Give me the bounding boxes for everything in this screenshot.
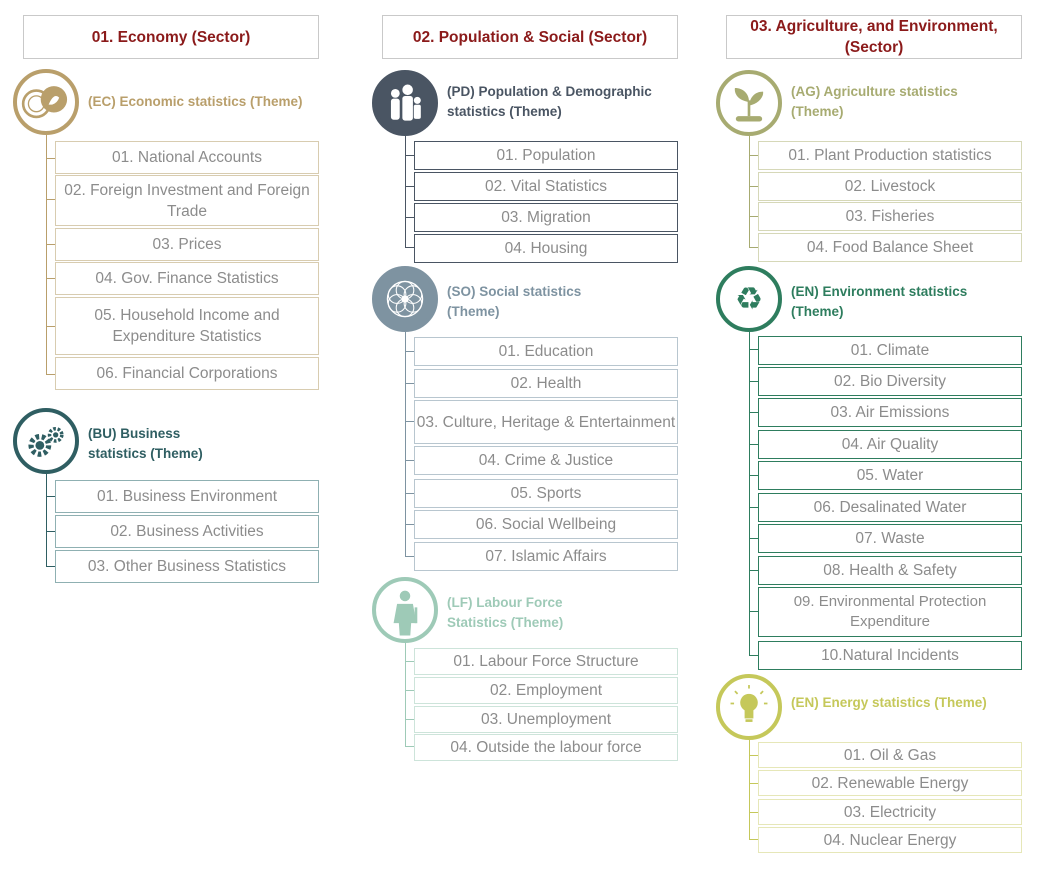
theme-title-labour: (LF) Labour Force Statistics (Theme) xyxy=(447,595,564,630)
item-labour-force-structure[interactable]: 01. Labour Force Structure xyxy=(414,648,678,675)
sector-agriculture-environment xyxy=(726,15,1022,59)
item-electricity[interactable]: 03. Electricity xyxy=(758,799,1022,825)
item-plant-production[interactable]: 01. Plant Production statistics xyxy=(758,141,1022,170)
item-social-wellbeing[interactable]: 06. Social Wellbeing xyxy=(414,510,678,539)
item-renewable-energy[interactable]: 02. Renewable Energy xyxy=(758,770,1022,796)
item-household-income[interactable]: 05. Household Income and Expenditure Statistics xyxy=(55,297,319,355)
plant-icon xyxy=(716,70,782,136)
item-nuclear-energy[interactable]: 04. Nuclear Energy xyxy=(758,827,1022,853)
sector-population-social xyxy=(382,15,678,59)
item-air-emissions[interactable]: 03. Air Emissions xyxy=(758,398,1022,427)
item-other-business[interactable]: 03. Other Business Statistics xyxy=(55,550,319,583)
item-outside-labour-force[interactable]: 04. Outside the labour force xyxy=(414,734,678,761)
item-prices[interactable]: 03. Prices xyxy=(55,228,319,261)
item-employment[interactable]: 02. Employment xyxy=(414,677,678,704)
item-bio-diversity[interactable]: 02. Bio Diversity xyxy=(758,367,1022,396)
theme-title-population: (PD) Population & Demographic statistics (Theme) xyxy=(447,84,652,119)
item-vital-statistics[interactable]: 02. Vital Statistics xyxy=(414,172,678,201)
coins-icon xyxy=(13,69,79,135)
item-foreign-investment-trade[interactable]: 02. Foreign Investment and Foreign Trade xyxy=(55,175,319,226)
item-fisheries[interactable]: 03. Fisheries xyxy=(758,202,1022,231)
item-climate[interactable]: 01. Climate xyxy=(758,336,1022,365)
item-waste[interactable]: 07. Waste xyxy=(758,524,1022,553)
theme-title-economic: (EC) Economic statistics (Theme) xyxy=(88,94,303,109)
theme-title-agriculture: (AG) Agriculture statistics (Theme) xyxy=(791,84,958,119)
sector-economy xyxy=(23,15,319,59)
sector-title-line1: 03. Agriculture, and Environment, xyxy=(750,18,998,35)
item-sports[interactable]: 05. Sports xyxy=(414,479,678,508)
lightbulb-icon xyxy=(716,674,782,740)
item-health-safety[interactable]: 08. Health & Safety xyxy=(758,556,1022,585)
item-crime-justice[interactable]: 04. Crime & Justice xyxy=(414,446,678,475)
item-health[interactable]: 02. Health xyxy=(414,369,678,398)
item-livestock[interactable]: 02. Livestock xyxy=(758,172,1022,201)
item-environmental-protection[interactable]: 09. Environmental Protection Expenditure xyxy=(758,587,1022,637)
item-gov-finance[interactable]: 04. Gov. Finance Statistics xyxy=(55,262,319,295)
item-population[interactable]: 01. Population xyxy=(414,141,678,170)
connector-line xyxy=(46,135,47,375)
item-desalinated-water[interactable]: 06. Desalinated Water xyxy=(758,493,1022,522)
item-migration[interactable]: 03. Migration xyxy=(414,203,678,232)
item-natural-incidents[interactable]: 10.Natural Incidents xyxy=(758,641,1022,670)
item-culture-heritage[interactable]: 03. Culture, Heritage & Entertainment xyxy=(414,400,678,444)
item-oil-gas[interactable]: 01. Oil & Gas xyxy=(758,742,1022,768)
pattern-icon xyxy=(372,266,438,332)
svg-text:♻: ♻ xyxy=(734,281,764,318)
item-financial-corporations[interactable]: 06. Financial Corporations xyxy=(55,357,319,390)
worker-icon xyxy=(372,577,438,643)
theme-title-business: (BU) Business statistics (Theme) xyxy=(88,426,203,461)
item-housing[interactable]: 04. Housing xyxy=(414,234,678,263)
item-education[interactable]: 01. Education xyxy=(414,337,678,366)
item-air-quality[interactable]: 04. Air Quality xyxy=(758,430,1022,459)
recycle-icon xyxy=(716,266,782,332)
sector-title-line2: (Sector) xyxy=(844,39,904,56)
sector-title: 01. Economy (Sector) xyxy=(91,28,251,46)
item-national-accounts[interactable]: 01. National Accounts xyxy=(55,141,319,174)
item-unemployment[interactable]: 03. Unemployment xyxy=(414,706,678,733)
people-icon xyxy=(372,70,438,136)
item-business-environment[interactable]: 01. Business Environment xyxy=(55,480,319,513)
sector-title: 02. Population & Social (Sector) xyxy=(412,28,648,46)
item-islamic-affairs[interactable]: 07. Islamic Affairs xyxy=(414,542,678,571)
theme-title-environment: (EN) Environment statistics (Theme) xyxy=(791,284,968,319)
theme-title-social: (SO) Social statistics (Theme) xyxy=(447,284,582,319)
item-business-activities[interactable]: 02. Business Activities xyxy=(55,515,319,548)
item-food-balance-sheet[interactable]: 04. Food Balance Sheet xyxy=(758,233,1022,262)
theme-title-energy: (EN) Energy statistics (Theme) xyxy=(791,695,987,710)
item-water[interactable]: 05. Water xyxy=(758,461,1022,490)
gears-icon xyxy=(13,408,79,474)
